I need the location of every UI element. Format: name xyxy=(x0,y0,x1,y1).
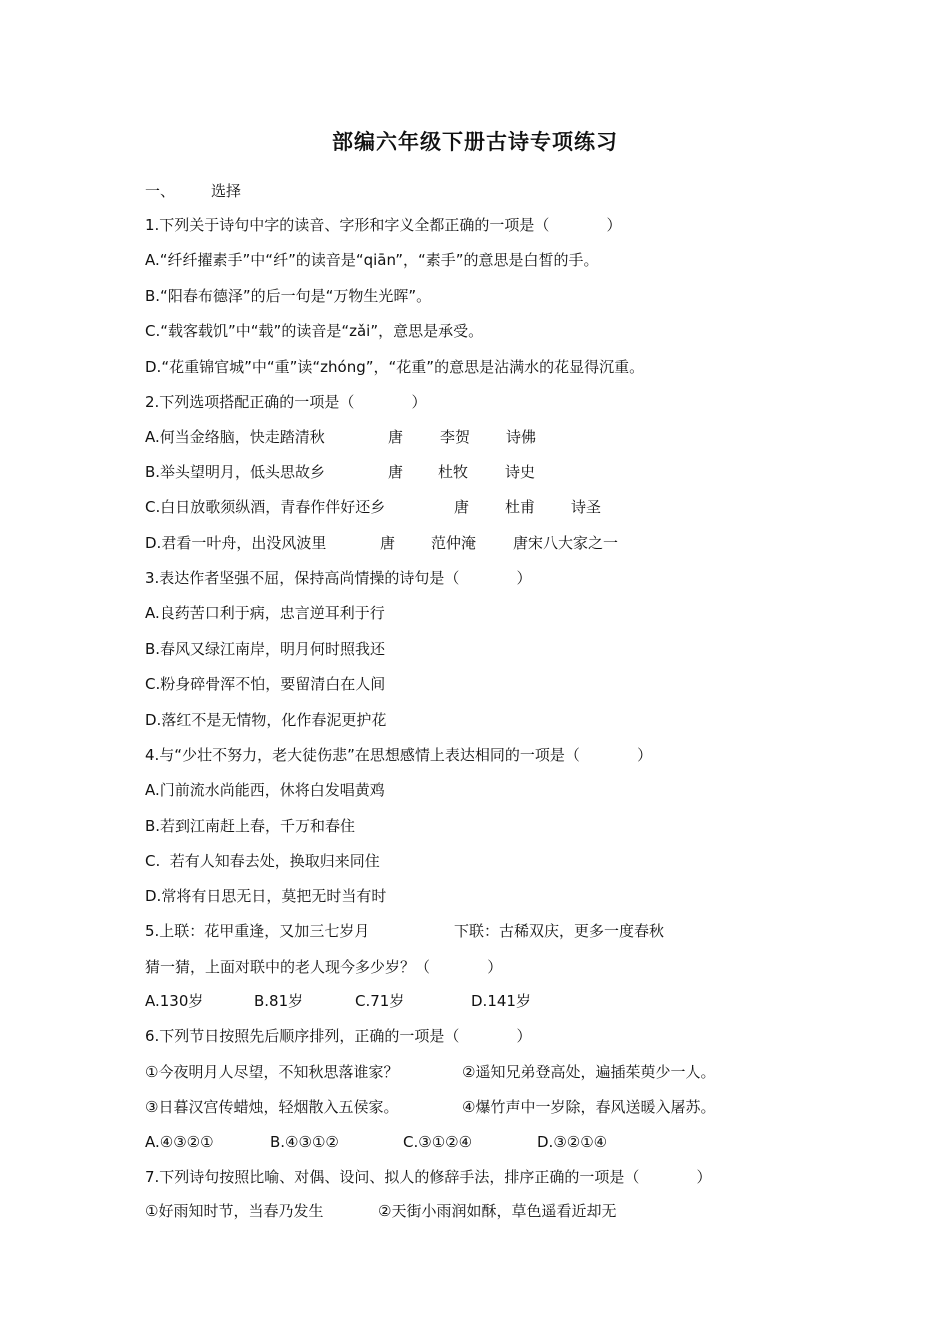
q4-option-c: C. 若有人知春去处，换取归来同住 xyxy=(145,852,380,870)
q2-option-b-note: 诗史 xyxy=(505,463,536,481)
q5-option-d: D.141岁 xyxy=(471,992,531,1010)
q7-poem-1: ①好雨知时节，当春乃发生 xyxy=(145,1202,324,1220)
q6-poem-2: ②遥知兄弟登高处，遍插茱萸少一人。 xyxy=(462,1063,716,1081)
q5-options xyxy=(0,990,950,1012)
q2-stem: 2.下列选项搭配正确的一项是（ ） xyxy=(145,393,427,411)
q7-stem: 7.下列诗句按照比喻、对偶、设问、拟人的修辞手法，排序正确的一项是（ ） xyxy=(145,1168,712,1186)
q2-option-a-author: 李贺 xyxy=(440,428,471,446)
q6-poems-row1 xyxy=(0,1061,950,1083)
q5-stem: 猜一猜，上面对联中的老人现今多少岁？（ ） xyxy=(145,958,503,976)
q5-option-c: C.71岁 xyxy=(355,992,405,1010)
q2-option-a xyxy=(0,426,950,448)
q2-option-c xyxy=(0,496,950,518)
q5-couplet xyxy=(0,920,950,942)
q4-stem: 4.与“少壮不努力，老大徒伤悲”在思想感情上表达相同的一项是（ ） xyxy=(145,746,653,764)
q6-option-d: D.③②①④ xyxy=(537,1133,608,1151)
q5-lower-couplet: 下联：古稀双庆，更多一度春秋 xyxy=(454,922,665,940)
q2-option-d-note: 唐宋八大家之一 xyxy=(513,534,619,552)
q3-option-a: A.良药苦口利于病，忠言逆耳利于行 xyxy=(145,604,385,622)
q1-option-a: A.“纤纤擢素手”中“纤”的读音是“qiān”，“素手”的意思是白皙的手。 xyxy=(145,251,599,269)
q2-option-d xyxy=(0,532,950,554)
q4-option-d: D.常将有日思无日，莫把无时当有时 xyxy=(145,887,387,905)
q6-stem: 6.下列节日按照先后顺序排列，正确的一项是（ ） xyxy=(145,1027,532,1045)
q2-option-b-dynasty: 唐 xyxy=(388,463,404,481)
q2-option-c-label: C.白日放歌须纵酒，青春作伴好还乡 xyxy=(145,498,386,516)
q6-poems-row2 xyxy=(0,1096,950,1118)
q3-option-c: C.粉身碎骨浑不怕，要留清白在人间 xyxy=(145,675,386,693)
section-name: 选择 xyxy=(211,182,242,200)
q5-upper-couplet: 5.上联：花甲重逢，又加三七岁月 xyxy=(145,922,370,940)
q6-option-c: C.③①②④ xyxy=(403,1133,473,1151)
q2-option-d-label: D.君看一叶舟，出没风波里 xyxy=(145,534,327,552)
q6-options xyxy=(0,1131,950,1153)
q2-option-c-dynasty: 唐 xyxy=(454,498,470,516)
q2-option-c-note: 诗圣 xyxy=(571,498,602,516)
page-title: 部编六年级下册古诗专项练习 xyxy=(332,130,618,154)
q1-stem: 1.下列关于诗句中字的读音、字形和字义全都正确的一项是（ ） xyxy=(145,216,622,234)
section-header xyxy=(0,180,950,202)
q6-poem-1: ①今夜明月人尽望，不知秋思落谁家？ xyxy=(145,1063,399,1081)
q3-option-b: B.春风又绿江南岸，明月何时照我还 xyxy=(145,640,386,658)
q6-poem-4: ④爆竹声中一岁除，春风送暖入屠苏。 xyxy=(462,1098,716,1116)
q3-option-d: D.落红不是无情物，化作春泥更护花 xyxy=(145,711,387,729)
q2-option-b-label: B.举头望明月，低头思故乡 xyxy=(145,463,326,481)
q1-option-c: C.“载客载饥”中“载”的读音是“zǎi”，意思是承受。 xyxy=(145,322,484,340)
q4-option-b: B.若到江南赶上春，千万和春住 xyxy=(145,817,356,835)
q6-option-b: B.④③①② xyxy=(270,1133,339,1151)
q2-option-a-dynasty: 唐 xyxy=(388,428,404,446)
q5-option-a: A.130岁 xyxy=(145,992,204,1010)
q2-option-d-dynasty: 唐 xyxy=(380,534,396,552)
q7-poem-2: ②天街小雨润如酥，草色遥看近却无 xyxy=(378,1202,617,1220)
section-number: 一、 xyxy=(145,182,176,200)
q2-option-c-author: 杜甫 xyxy=(505,498,536,516)
q6-poem-3: ③日暮汉宫传蜡烛，轻烟散入五侯家。 xyxy=(145,1098,399,1116)
q2-option-a-note: 诗佛 xyxy=(506,428,537,446)
q2-option-b-author: 杜牧 xyxy=(438,463,469,481)
q6-option-a: A.④③②① xyxy=(145,1133,214,1151)
q4-option-a: A.门前流水尚能西，休将白发唱黄鸡 xyxy=(145,781,385,799)
q7-poems-row1 xyxy=(0,1200,950,1222)
q1-option-d: D.“花重锦官城”中“重”读“zhóng”，“花重”的意思是沾满水的花显得沉重。 xyxy=(145,358,645,376)
q5-option-b: B.81岁 xyxy=(254,992,304,1010)
q1-option-b: B.“阳春布德泽”的后一句是“万物生光晖”。 xyxy=(145,287,432,305)
q2-option-d-author: 范仲淹 xyxy=(431,534,477,552)
q3-stem: 3.表达作者坚强不屈，保持高尚情操的诗句是（ ） xyxy=(145,569,532,587)
q2-option-b xyxy=(0,461,950,483)
q2-option-a-label: A.何当金络脑，快走踏清秋 xyxy=(145,428,325,446)
